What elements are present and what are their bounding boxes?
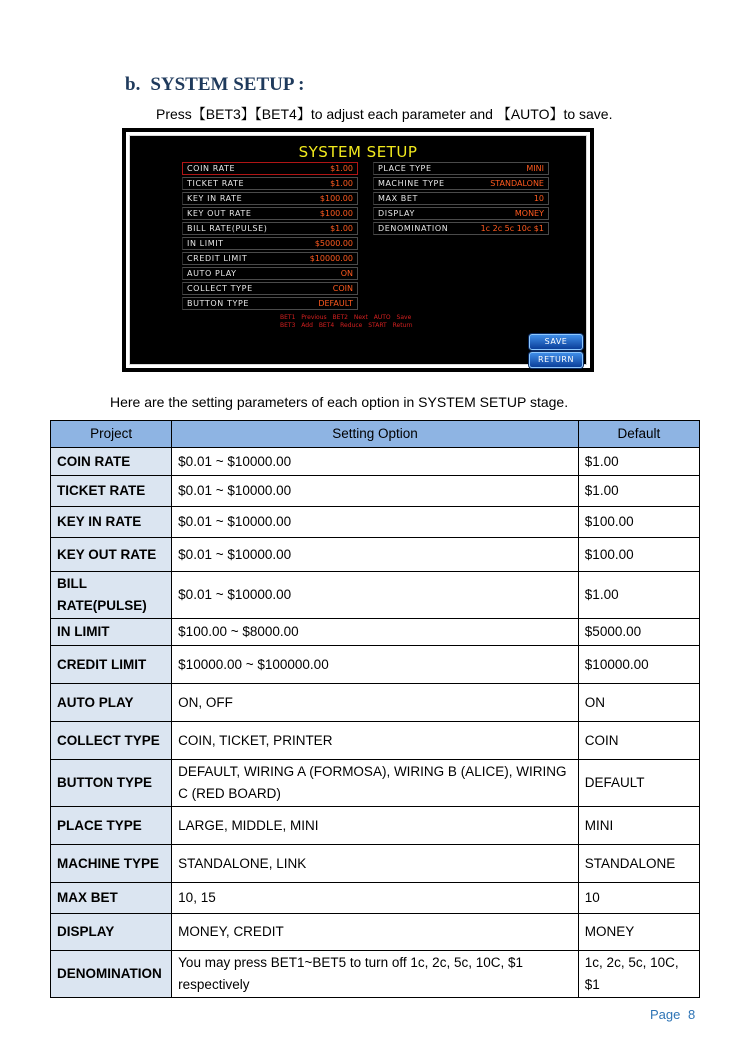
table-header-row bbox=[51, 421, 700, 448]
section-number: b. bbox=[125, 74, 141, 95]
table-cell-project: DENOMINATION bbox=[51, 951, 172, 998]
table-cell-default: ON bbox=[578, 684, 699, 722]
table-row bbox=[51, 448, 700, 476]
table-cell-default: $1.00 bbox=[578, 476, 699, 507]
table-cell-default: STANDALONE bbox=[578, 845, 699, 883]
screen-setting-label: AUTO PLAY bbox=[187, 269, 237, 278]
screen-setting-label: MACHINE TYPE bbox=[378, 179, 445, 188]
screen-setting-label: COLLECT TYPE bbox=[187, 284, 253, 293]
screen-setting-label: DISPLAY bbox=[378, 209, 416, 218]
instruction-text: Press【BET3】【BET4】to adjust each parameter and 【AUTO】to save. bbox=[156, 106, 613, 122]
save-button[interactable]: SAVE bbox=[529, 334, 583, 350]
screen-setting-label: TICKET RATE bbox=[187, 179, 245, 188]
table-cell-project: KEY OUT RATE bbox=[51, 538, 172, 572]
screen-setting-value: DEFAULT bbox=[318, 299, 353, 308]
screen-setting-row[interactable] bbox=[182, 177, 358, 190]
table-row bbox=[51, 619, 700, 646]
table-row bbox=[51, 883, 700, 914]
table-cell-option: $10000.00 ~ $100000.00 bbox=[172, 646, 579, 684]
section-title bbox=[125, 74, 304, 96]
table-cell-option: $0.01 ~ $10000.00 bbox=[172, 476, 579, 507]
table-cell-default: $10000.00 bbox=[578, 646, 699, 684]
screen-setting-value: $10000.00 bbox=[309, 254, 353, 263]
section-title-text: SYSTEM SETUP : bbox=[150, 74, 305, 95]
key-help-line-1: BET1 Previous BET2 Next AUTO Save bbox=[280, 314, 412, 321]
table-cell-project: CREDIT LIMIT bbox=[51, 646, 172, 684]
table-cell-option: $0.01 ~ $10000.00 bbox=[172, 572, 579, 619]
table-cell-project: MACHINE TYPE bbox=[51, 845, 172, 883]
return-button[interactable]: RETURN bbox=[529, 352, 583, 368]
table-cell-project: COLLECT TYPE bbox=[51, 722, 172, 760]
table-cell-default: 10 bbox=[578, 883, 699, 914]
table-row bbox=[51, 845, 700, 883]
table-cell-option: $0.01 ~ $10000.00 bbox=[172, 507, 579, 538]
table-row bbox=[51, 684, 700, 722]
screen-setting-row[interactable] bbox=[182, 207, 358, 220]
table-cell-option: MONEY, CREDIT bbox=[172, 914, 579, 951]
screen-setting-label: IN LIMIT bbox=[187, 239, 224, 248]
screen-setting-row[interactable] bbox=[373, 177, 549, 190]
screen-setting-value: $100.00 bbox=[319, 209, 353, 218]
screen-setting-label: CREDIT LIMIT bbox=[187, 254, 248, 263]
table-cell-option: ON, OFF bbox=[172, 684, 579, 722]
table-cell-option: DEFAULT, WIRING A (FORMOSA), WIRING B (ALICE), WIRING C (RED BOARD) bbox=[172, 760, 579, 807]
screen-setting-value: $1.00 bbox=[330, 224, 353, 233]
screen-setting-row[interactable] bbox=[182, 252, 358, 265]
table-cell-option: LARGE, MIDDLE, MINI bbox=[172, 807, 579, 845]
table-cell-project: COIN RATE bbox=[51, 448, 172, 476]
table-cell-option: $100.00 ~ $8000.00 bbox=[172, 619, 579, 646]
screen-setting-row[interactable] bbox=[182, 297, 358, 310]
screen-setting-label: BILL RATE(PULSE) bbox=[187, 224, 268, 233]
screen-setting-label: PLACE TYPE bbox=[378, 164, 432, 173]
table-cell-default: $1.00 bbox=[578, 448, 699, 476]
screen-setting-row[interactable] bbox=[182, 162, 358, 175]
header-default: Default bbox=[578, 421, 699, 448]
table-row bbox=[51, 572, 700, 619]
screen-title: SYSTEM SETUP bbox=[298, 143, 418, 161]
table-cell-default: DEFAULT bbox=[578, 760, 699, 807]
table-cell-project: TICKET RATE bbox=[51, 476, 172, 507]
settings-column-left bbox=[182, 162, 358, 312]
screen-setting-value: COIN bbox=[332, 284, 353, 293]
screen-setting-value: MONEY bbox=[514, 209, 544, 218]
table-row bbox=[51, 476, 700, 507]
key-help-line-2: BET3 Add BET4 Reduce START Return bbox=[280, 322, 413, 329]
game-screen bbox=[129, 135, 587, 365]
table-cell-project: AUTO PLAY bbox=[51, 684, 172, 722]
table-cell-project: PLACE TYPE bbox=[51, 807, 172, 845]
table-row bbox=[51, 914, 700, 951]
screen-setting-value: MINI bbox=[526, 164, 544, 173]
table-cell-default: $100.00 bbox=[578, 538, 699, 572]
parameters-table bbox=[50, 420, 700, 998]
table-row bbox=[51, 951, 700, 998]
key-help bbox=[280, 314, 413, 330]
screen-setting-value: 1c 2c 5c 10c $1 bbox=[480, 224, 544, 233]
table-cell-project: MAX BET bbox=[51, 883, 172, 914]
table-cell-project: KEY IN RATE bbox=[51, 507, 172, 538]
screen-setting-row[interactable] bbox=[373, 162, 549, 175]
screen-setting-value: $5000.00 bbox=[314, 239, 353, 248]
table-cell-project: BUTTON TYPE bbox=[51, 760, 172, 807]
table-row bbox=[51, 646, 700, 684]
system-setup-screenshot bbox=[122, 128, 594, 372]
screen-setting-value: 10 bbox=[533, 194, 544, 203]
table-cell-project: BILL RATE(PULSE) bbox=[51, 572, 172, 619]
screen-setting-row[interactable] bbox=[182, 222, 358, 235]
screen-setting-label: MAX BET bbox=[378, 194, 419, 203]
table-cell-default: MONEY bbox=[578, 914, 699, 951]
table-cell-option: You may press BET1~BET5 to turn off 1c, 2c, 5c, 10C, $1 respectively bbox=[172, 951, 579, 998]
table-cell-project: DISPLAY bbox=[51, 914, 172, 951]
table-cell-default: 1c, 2c, 5c, 10C, $1 bbox=[578, 951, 699, 998]
table-intro: Here are the setting parameters of each option in SYSTEM SETUP stage. bbox=[110, 394, 569, 410]
screen-setting-row[interactable] bbox=[373, 192, 549, 205]
screen-setting-row[interactable] bbox=[182, 192, 358, 205]
table-cell-option: COIN, TICKET, PRINTER bbox=[172, 722, 579, 760]
table-cell-option: $0.01 ~ $10000.00 bbox=[172, 538, 579, 572]
screen-setting-label: COIN RATE bbox=[187, 164, 236, 173]
table-cell-default: $100.00 bbox=[578, 507, 699, 538]
screen-setting-label: BUTTON TYPE bbox=[187, 299, 250, 308]
table-cell-option: STANDALONE, LINK bbox=[172, 845, 579, 883]
table-cell-option: $0.01 ~ $10000.00 bbox=[172, 448, 579, 476]
screen-setting-row[interactable] bbox=[182, 267, 358, 280]
screen-setting-row[interactable] bbox=[182, 237, 358, 250]
screen-setting-row[interactable] bbox=[373, 207, 549, 220]
table-cell-option: 10, 15 bbox=[172, 883, 579, 914]
screen-setting-row[interactable] bbox=[182, 282, 358, 295]
screen-setting-label: KEY IN RATE bbox=[187, 194, 243, 203]
screen-setting-value: $100.00 bbox=[319, 194, 353, 203]
table-row bbox=[51, 538, 700, 572]
screen-setting-value: $1.00 bbox=[330, 179, 353, 188]
screen-setting-value: ON bbox=[340, 269, 353, 278]
screen-setting-label: DENOMINATION bbox=[378, 224, 449, 233]
screen-setting-row[interactable] bbox=[373, 222, 549, 235]
table-row bbox=[51, 722, 700, 760]
screen-setting-label: KEY OUT RATE bbox=[187, 209, 252, 218]
screen-setting-value: $1.00 bbox=[330, 164, 353, 173]
table-cell-default: MINI bbox=[578, 807, 699, 845]
table-cell-project: IN LIMIT bbox=[51, 619, 172, 646]
table-cell-default: $1.00 bbox=[578, 572, 699, 619]
screen-setting-value: STANDALONE bbox=[490, 179, 544, 188]
header-project: Project bbox=[51, 421, 172, 448]
header-setting-option: Setting Option bbox=[172, 421, 579, 448]
table-row bbox=[51, 507, 700, 538]
table-cell-default: $5000.00 bbox=[578, 619, 699, 646]
table-row bbox=[51, 807, 700, 845]
table-cell-default: COIN bbox=[578, 722, 699, 760]
page-number: Page 8 bbox=[650, 1007, 696, 1022]
table-row bbox=[51, 760, 700, 807]
settings-column-right bbox=[373, 162, 549, 237]
